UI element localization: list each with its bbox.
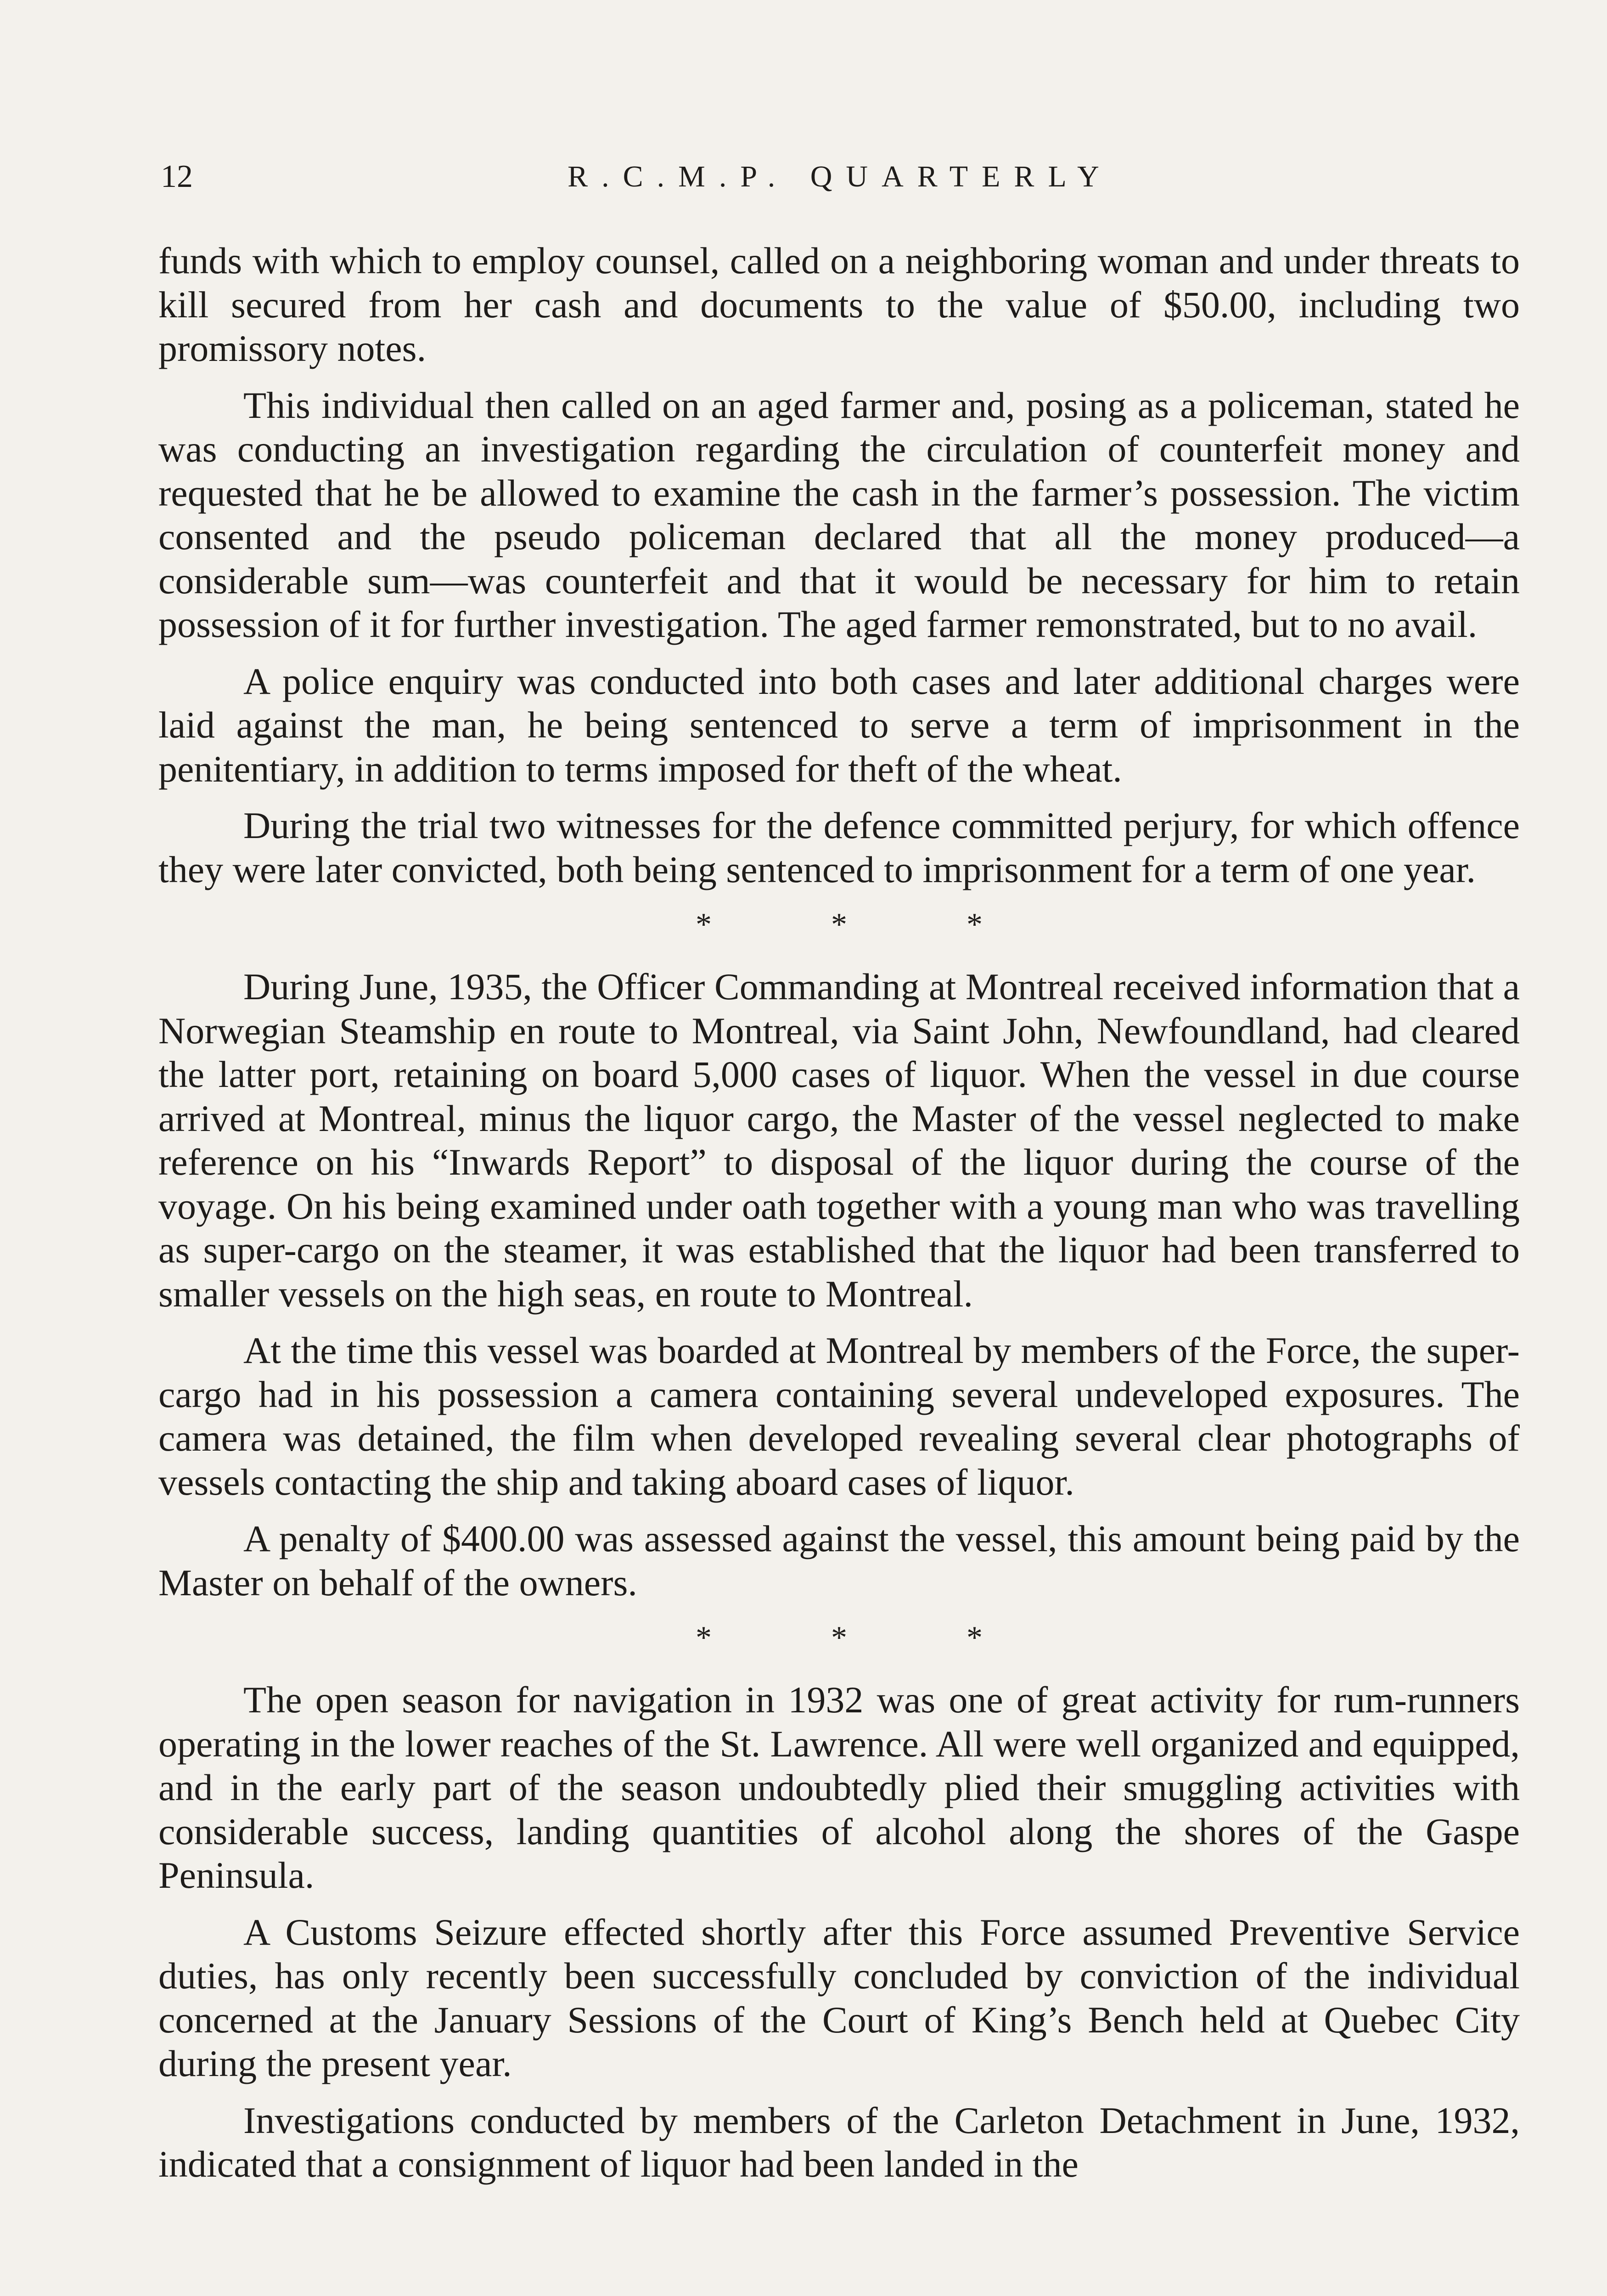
page-number: 12 <box>161 159 193 194</box>
paragraph: At the time this vessel was boarded at Montreal by members of the Force, the super-cargo had in his possession a camera containing several undeveloped exposures. The camera was detained, the film when developed revealing several clear photographs of vessels contacting the ship and taking aboard cases of liquor. <box>158 1329 1520 1503</box>
article-body <box>158 239 1520 2186</box>
paragraph: A Customs Seizure effected shortly after this Force assumed Preventive Service duties, has only recently been successfully concluded by conviction of the individual concerned at the January Sessions of the Court of King’s Bench held at Quebec City during the present year. <box>158 1911 1520 2084</box>
paragraph: This individual then called on an aged farmer and, posing as a policeman, stated he was conducting an investigation regarding the circulation of counterfeit money and requested that he be allowed to examine the cash in the farmer’s possession. The victim consented and the pseudo policeman declared that all the money produced—a considerable sum—was counterfeit and that it would be necessary for him to retain possession of it for further investigation. The aged farmer remonstrated, but to no avail. <box>158 384 1520 645</box>
section-break-asterisk: * <box>696 1620 712 1655</box>
paragraph: The open season for navigation in 1932 was one of great activity for rum-runners operating in the lower reaches of the St. Lawrence. All were well organized and equipped, and in the early part of the season undoubtedly plied their smuggling activities with considerable success, landing quantities of alcohol along the shores of the Gaspe Peninsula. <box>158 1679 1520 1896</box>
section-break-asterisk: * <box>696 907 712 942</box>
section-break-asterisk: * <box>831 907 847 942</box>
paragraph: During June, 1935, the Officer Commanding at Montreal received information that a Norwegian Steamship en route to Montreal, via Saint John, Newfoundland, had cleared the latter port, retaining on board 5,000 cases of liquor. When the vessel in due course arrived at Montreal, minus the liquor cargo, the Master of the vessel neglected to make reference on his “Inwards Report” to disposal of the liquor during the course of the voyage. On his being examined under oath together with a young man who was travelling as super-cargo on the steamer, it was established that the liquor had been transferred to smaller vessels on the high seas, en route to Montreal. <box>158 966 1520 1315</box>
running-title: R.C.M.P. QUARTERLY <box>568 160 1113 193</box>
paragraph: A police enquiry was conducted into both cases and later additional charges were laid against the man, he being sentenced to serve a term of imprisonment in the penitentiary, in addition to terms imposed for theft of the wheat. <box>158 660 1520 790</box>
paragraph: During the trial two witnesses for the defence committed perjury, for which offence they were later convicted, both being sentenced to imprisonment for a term of one year. <box>158 805 1520 890</box>
paragraph: funds with which to employ counsel, called on a neighboring woman and under threats to kill secured from her cash and documents to the value of $50.00, including two promissory notes. <box>158 240 1520 369</box>
section-break-asterisk: * <box>966 1620 983 1655</box>
paragraph: Investigations conducted by members of the Carleton Detachment in June, 1932, indicated that a consignment of liquor had been landed in the <box>158 2099 1520 2185</box>
section-break <box>158 891 1520 965</box>
paragraph: A penalty of $400.00 was assessed against the vessel, this amount being paid by the Master on behalf of the owners. <box>158 1518 1520 1604</box>
section-break <box>158 1604 1520 1678</box>
section-break-asterisk: * <box>966 907 983 942</box>
page-header <box>161 152 1520 202</box>
section-break-asterisk: * <box>831 1620 847 1655</box>
